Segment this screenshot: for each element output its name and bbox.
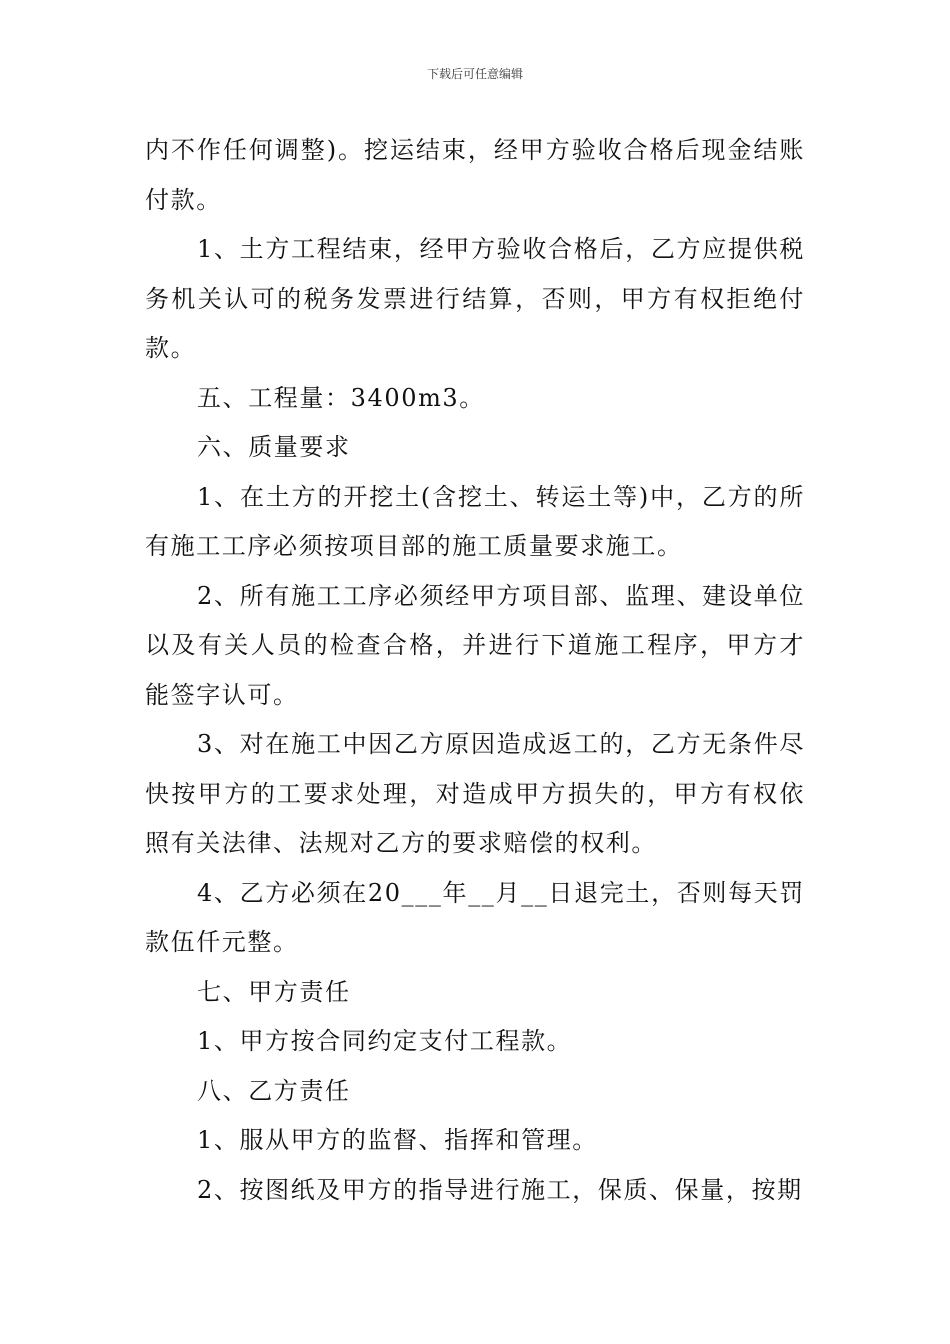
paragraph-party-b-1: 1、服从甲方的监督、指挥和管理。 bbox=[197, 1126, 598, 1154]
paragraph-payment-terms: 内不作任何调整)。挖运结束，经甲方验收合格后现金结账付款。 bbox=[145, 136, 805, 214]
document-body bbox=[145, 126, 805, 1215]
section-heading-party-a: 七、甲方责任 bbox=[197, 977, 351, 1006]
paragraph-party-a-1: 1、甲方按合同约定支付工程款。 bbox=[197, 1027, 573, 1055]
paragraph-quality-1: 1、在土方的开挖土(含挖土、转运土等)中，乙方的所有施工工序必须按项目部的施工质量要求施工。 bbox=[145, 482, 805, 560]
page-header: 下载后可任意编辑 bbox=[426, 67, 523, 81]
section-heading-party-b: 八、乙方责任 bbox=[197, 1076, 351, 1105]
paragraph-quality-2: 2、所有施工工序必须经甲方项目部、监理、建设单位以及有关人员的检查合格，并进行下道施工程序，甲方才能签字认可。 bbox=[145, 581, 805, 709]
paragraph-party-b-2: 2、按图纸及甲方的指导进行施工，保质、保量，按期 bbox=[197, 1175, 803, 1204]
paragraph-tax-invoice: 1、土方工程结束，经甲方验收合格后，乙方应提供税务机关认可的税务发票进行结算，否则，甲方有权拒绝付款。 bbox=[145, 235, 805, 362]
section-heading-quality: 六、质量要求 bbox=[197, 433, 351, 461]
paragraph-quality-3: 3、对在施工中因乙方原因造成返工的，乙方无条件尽快按甲方的工要求处理，对造成甲方损失的，甲方有权依照有关法律、法规对乙方的要求赔偿的权利。 bbox=[145, 730, 805, 857]
paragraph-quality-4: 4、乙方必须在20___年__月__日退完土，否则每天罚款伍仟元整。 bbox=[145, 878, 805, 956]
section-heading-quantity: 五、工程量：3400m3。 bbox=[197, 383, 485, 412]
